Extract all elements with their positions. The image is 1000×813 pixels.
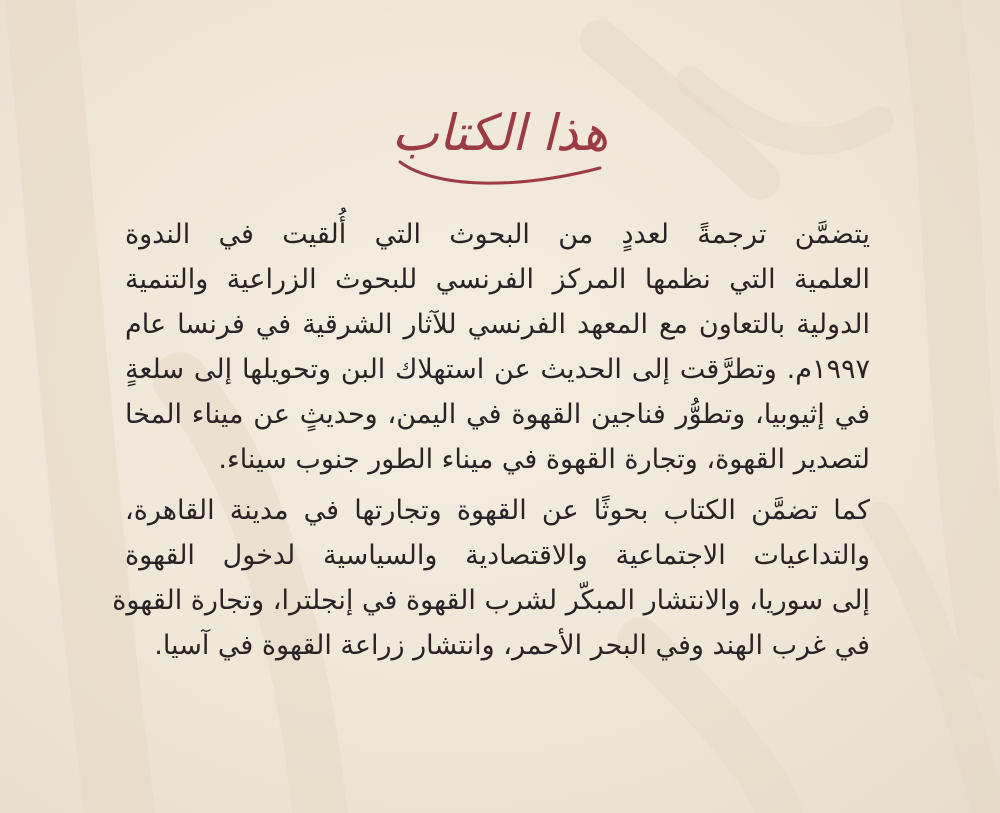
text-line: الدولية بالتعاون مع المعهد الفرنسي للآثار الشرقية في فرنسا عام (125, 309, 870, 340)
text-line: في غرب الهند وفي البحر الأحمر، وانتشار زراعة القهوة في آسيا. (154, 630, 870, 661)
text-line: لتصدير القهوة، وتجارة القهوة في ميناء الطور جنوب سيناء. (218, 444, 870, 475)
text-line: والتداعيات الاجتماعية والاقتصادية والسياسية لدخول القهوة (125, 540, 870, 571)
text-line: إلى سوريا، والانتشار المبكّر لشرب القهوة في إنجلترا، وتجارة القهوة (112, 585, 870, 616)
description-paragraph-2 (112, 488, 870, 668)
text-line: يتضمَّن ترجمةً لعددٍ من البحوث التي أُلقيت في الندوة (125, 219, 870, 250)
description-paragraph-1 (125, 212, 870, 482)
text-line: ١٩٩٧م. وتطرَّقت إلى الحديث عن استهلاك البن وتحويلها إلى سلعةٍ (125, 354, 870, 385)
text-line: كما تضمَّن الكتاب بحوثًا عن القهوة وتجارتها في مدينة القاهرة، (125, 495, 870, 526)
title-flourish (395, 150, 605, 190)
text-line: في إثيوبيا، وتطوُّر فناجين القهوة في اليمن، وحديثٍ عن ميناء المخا (125, 399, 870, 430)
text-line: العلمية التي نظمها المركز الفرنسي للبحوث الزراعية والتنمية (125, 264, 870, 295)
page-title: هذا الكتاب (391, 104, 609, 162)
